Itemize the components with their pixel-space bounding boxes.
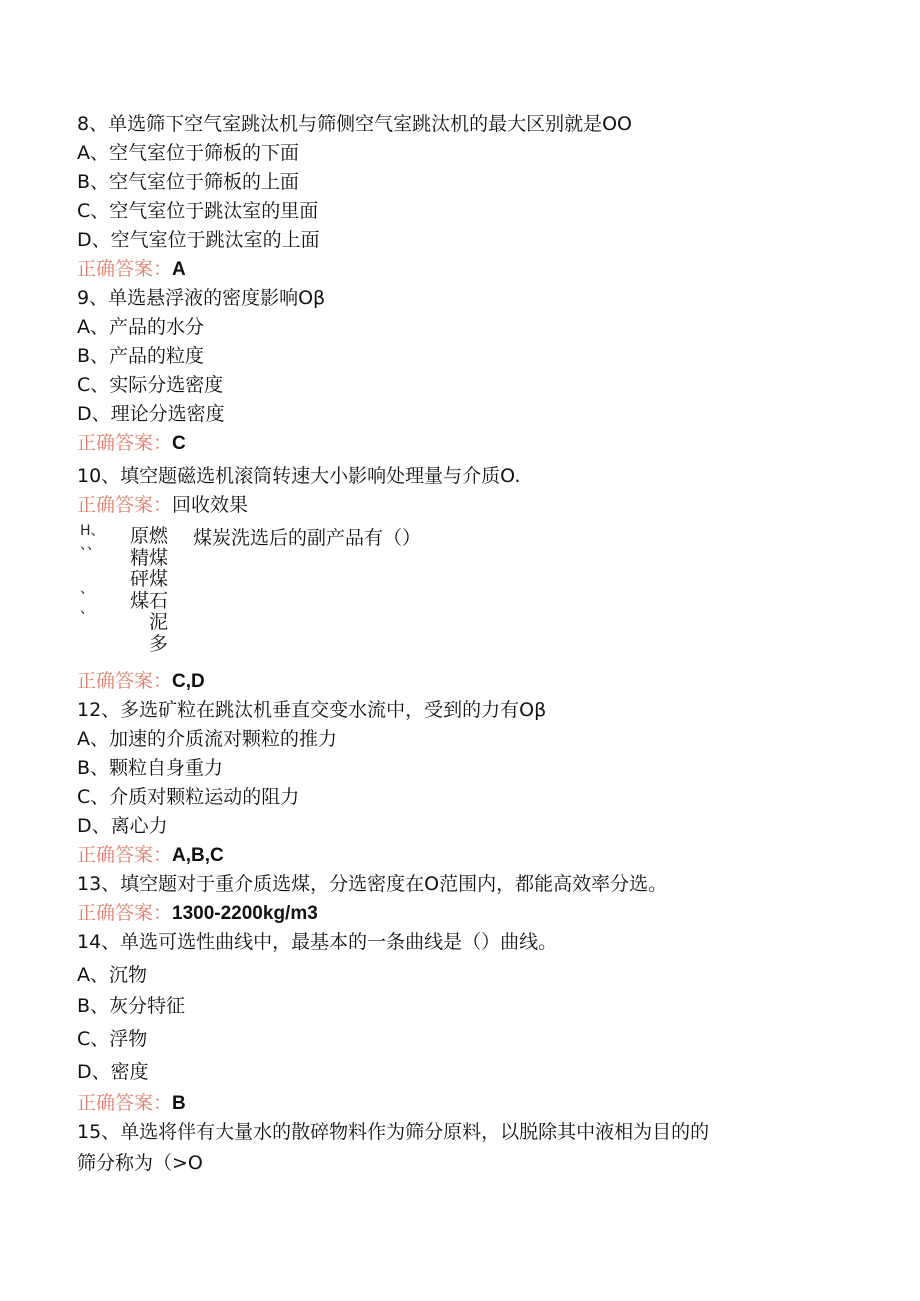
question-8-option-b: B、空气室位于筛板的上面 [77,171,300,193]
answer-label: 正确答案： [77,1092,173,1114]
question-11-option: 多 [148,632,168,655]
question-11-option: 精煤 [129,546,168,569]
question-11-stem: 煤炭洗选后的副产品有（） [193,527,422,549]
question-11-mark: H、 [80,523,105,539]
question-14-option-a: A、沉物 [77,964,147,986]
question-9-option-d: D、理论分选密度 [77,403,225,425]
question-11-marks [80,524,105,616]
question-8-stem: 8、单选筛下空气室跳汰机与筛侧空气室跳汰机的最大区别就是OO [77,113,633,135]
question-11-option: 泥 [148,611,168,633]
question-11-answer [77,669,205,694]
question-13-answer [77,901,318,926]
question-11-option: 原燃 [129,525,168,547]
question-11-options [124,526,168,655]
question-12-option-d: D、离心力 [77,815,168,837]
question-11-mark: 、 [80,581,94,597]
answer-value: 1300-2200kg/m3 [172,903,318,924]
question-12-option-b: B、颗粒自身重力 [77,757,224,779]
answer-value: A,B,C [172,845,224,866]
question-10-stem: 10、填空题磁选机滚筒转速大小影响处理量与介质O. [77,465,521,487]
question-14-option-b: B、灰分特征 [77,995,186,1017]
answer-value: 回收效果 [172,494,249,516]
answer-value: B [172,1093,186,1114]
question-11-mark: 、、 [80,537,101,553]
question-12-stem: 12、多选矿粒在跳汰机垂直交变水流中，受到的力有Oβ [77,699,547,721]
question-9-option-c: C、实际分选密度 [77,374,224,396]
question-10-answer [77,493,248,517]
answer-label: 正确答案： [77,670,173,692]
question-12-option-a: A、加速的介质流对颗粒的推力 [77,728,337,750]
question-14-answer [77,1091,186,1116]
answer-label: 正确答案： [77,902,173,924]
question-12-option-c: C、介质对颗粒运动的阻力 [77,786,300,808]
answer-value: A [172,259,186,280]
question-9-stem: 9、单选悬浮液的密度影响Oβ [77,287,326,309]
question-15-stem-line2: 筛分称为（>O [77,1152,203,1174]
question-9-option-b: B、产品的粒度 [77,345,205,367]
question-13-stem: 13、填空题对于重介质选煤，分选密度在O范围内，都能高效率分选。 [77,873,668,895]
question-8-option-d: D、空气室位于跳汰室的上面 [77,229,320,251]
question-14-stem: 14、单选可选性曲线中，最基本的一条曲线是（）曲线。 [77,931,558,953]
question-14-option-d: D、密度 [77,1061,149,1083]
question-8-option-a: A、空气室位于筛板的下面 [77,142,299,164]
question-14-option-c: C、浮物 [77,1028,148,1050]
question-11-mark: 、 [80,601,94,617]
answer-label: 正确答案： [77,432,173,454]
question-8-answer [77,257,186,282]
question-15-stem-line1: 15、单选将伴有大量水的散碎物料作为筛分原料，以脱除其中液相为目的的 [77,1121,710,1143]
question-12-answer [77,843,224,868]
question-11-option: 煤石 [129,589,168,612]
question-8-option-c: C、空气室位于跳汰室的里面 [77,200,319,222]
question-9-option-a: A、产品的水分 [77,316,204,338]
answer-label: 正确答案： [77,494,173,516]
question-11-option: 砰煤 [129,568,168,590]
question-9-answer [77,431,186,456]
answer-label: 正确答案： [77,844,173,866]
answer-value: C,D [172,671,205,692]
answer-value: C [172,433,186,454]
answer-label: 正确答案： [77,258,173,280]
